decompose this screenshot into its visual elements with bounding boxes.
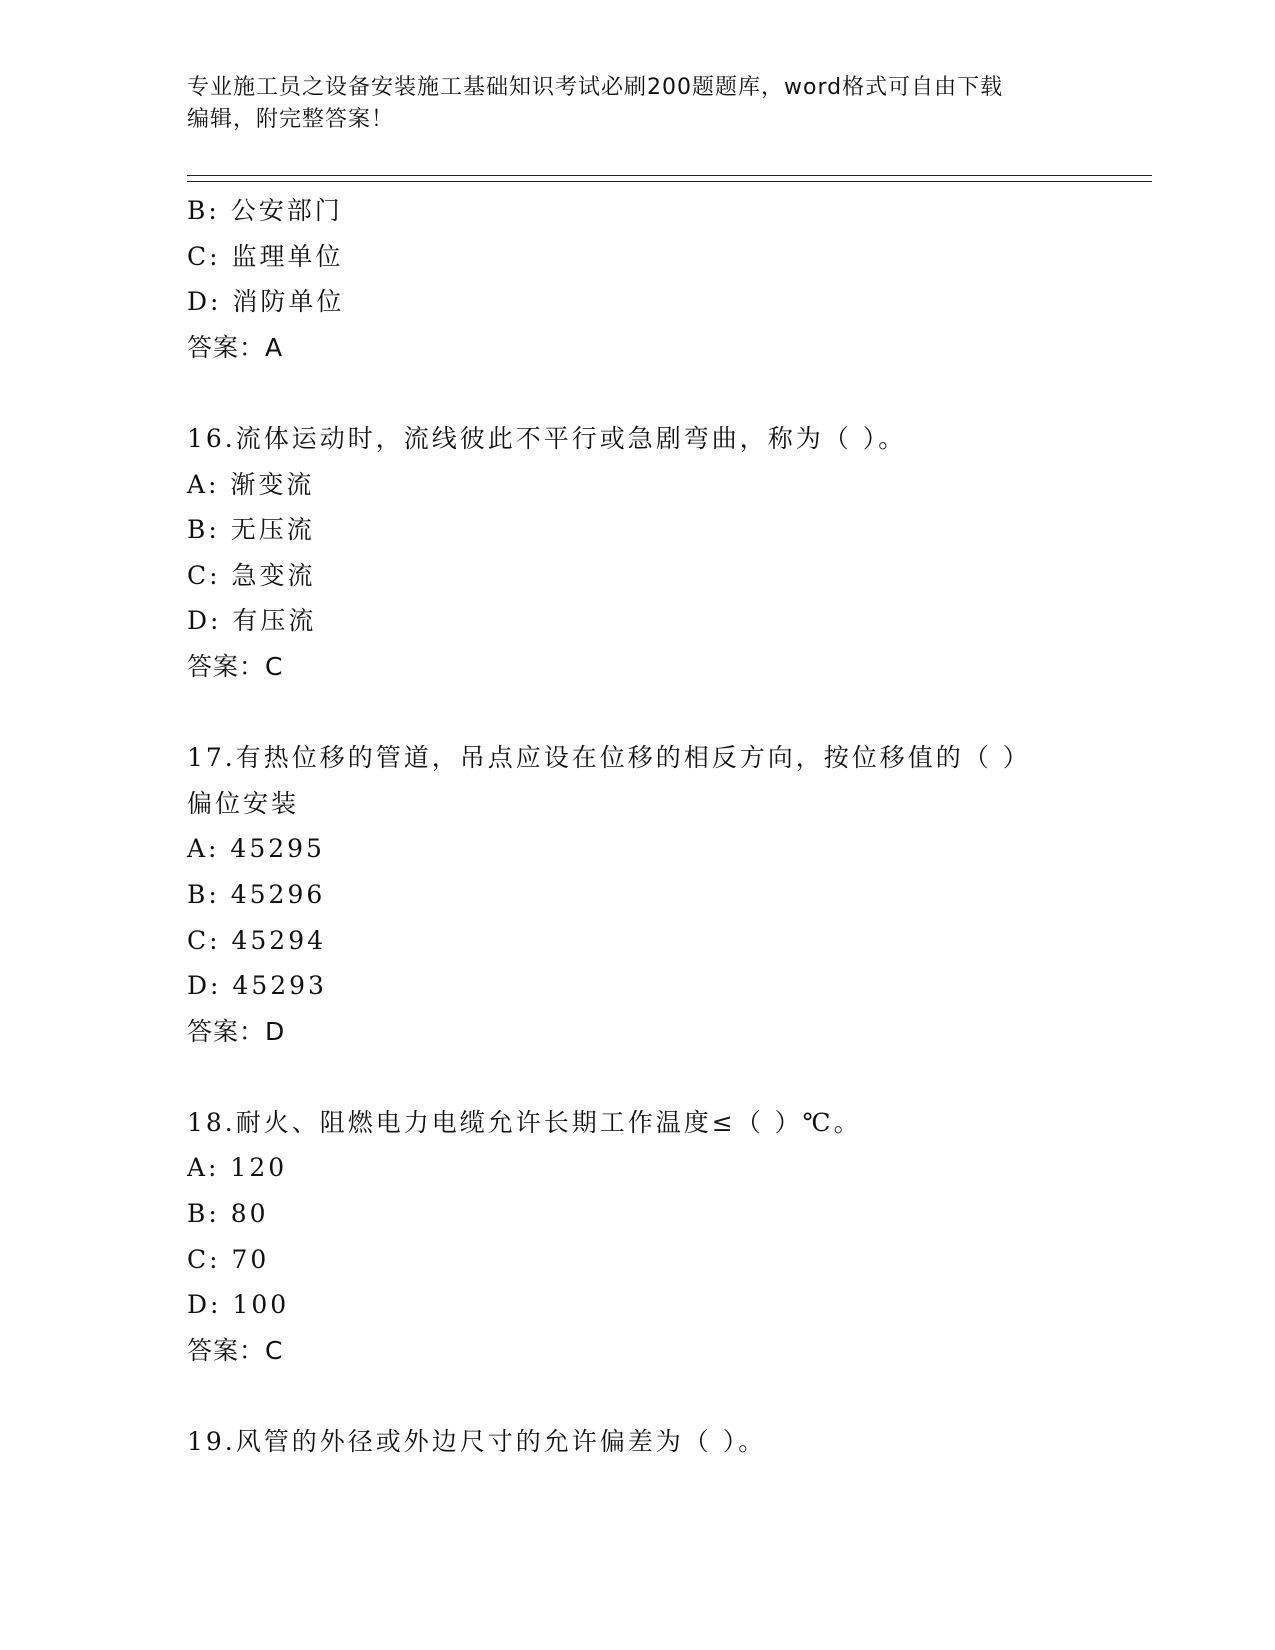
option-d: D: 45293 <box>187 971 327 1001</box>
answer: 答案：A <box>187 332 284 362</box>
document-header <box>187 72 1087 136</box>
option-a: A: 渐变流 <box>187 469 315 499</box>
option-b: B: 80 <box>187 1199 269 1229</box>
option-a: A: 45295 <box>187 834 325 864</box>
option-a: A: 120 <box>187 1153 288 1183</box>
question-15 <box>187 188 1152 370</box>
answer: 答案：D <box>187 1016 286 1046</box>
question-16 <box>187 416 1152 690</box>
option-c: C: 45294 <box>187 925 327 955</box>
spacer <box>187 370 1152 416</box>
option-c: C: 70 <box>187 1244 270 1274</box>
option-c: C: 急变流 <box>187 560 316 590</box>
question-18 <box>187 1100 1152 1374</box>
question-stem: 16.流体运动时，流线彼此不平行或急剧弯曲，称为（ ）。 <box>187 423 907 453</box>
question-stem: 18.耐火、阻燃电力电缆允许长期工作温度≤（ ）℃。 <box>187 1107 862 1137</box>
spacer <box>187 690 1152 736</box>
option-d: D: 有压流 <box>187 606 317 636</box>
spacer <box>187 1054 1152 1100</box>
question-stem-line-1: 17.有热位移的管道，吊点应设在位移的相反方向，按位移值的（ ） <box>187 743 1031 773</box>
question-17 <box>187 735 1152 1054</box>
header-divider-bottom <box>187 181 1152 182</box>
header-title-line-2: 编辑，附完整答案！ <box>187 107 395 132</box>
option-b: B: 公安部门 <box>187 196 343 225</box>
option-b: B: 无压流 <box>187 515 315 545</box>
option-c: C: 监理单位 <box>187 241 344 271</box>
question-19 <box>187 1419 1152 1465</box>
option-d: D: 100 <box>187 1290 290 1320</box>
question-stem-line-2: 偏位安装 <box>187 788 300 818</box>
option-b: B: 45296 <box>187 879 326 909</box>
answer: 答案：C <box>187 651 284 681</box>
option-d: D: 消防单位 <box>187 287 345 317</box>
answer: 答案：C <box>187 1335 284 1365</box>
header-title-line-1: 专业施工员之设备安装施工基础知识考试必刷200题题库，word格式可自由下载 <box>187 75 1004 100</box>
question-list <box>187 188 1152 1465</box>
spacer <box>187 1373 1152 1419</box>
question-stem: 19.风管的外径或外边尺寸的允许偏差为（ ）。 <box>187 1427 767 1457</box>
header-divider-top <box>187 175 1152 176</box>
